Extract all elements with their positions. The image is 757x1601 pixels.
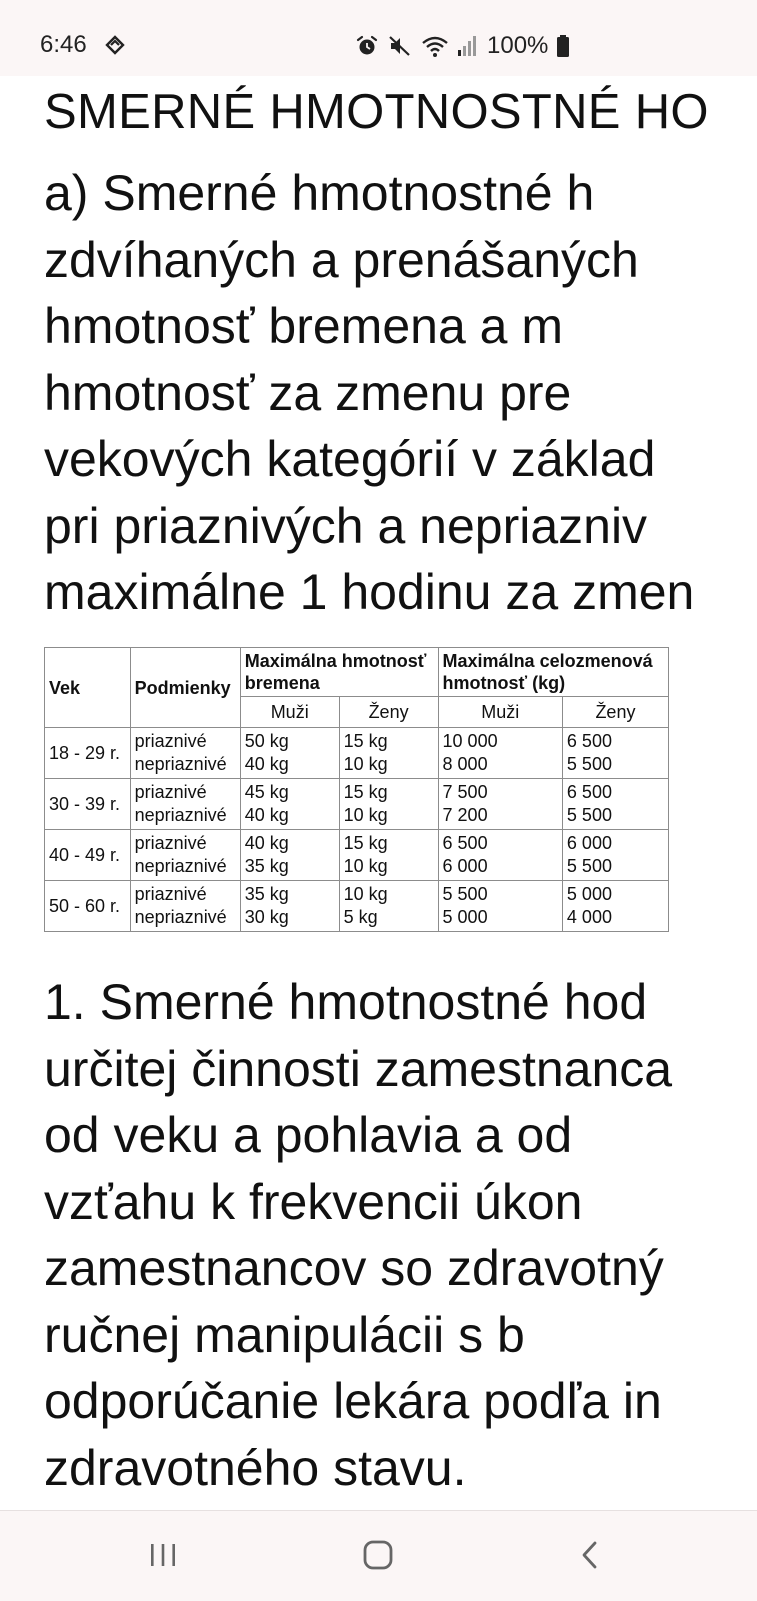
home-icon: [362, 1539, 394, 1576]
cell-conditions: priaznivé nepriaznivé: [130, 830, 240, 881]
paragraph-line: 1. Smerné hmotnostné hod: [44, 974, 648, 1030]
battery-icon: [556, 34, 570, 58]
cell-load-women: 10 kg 5 kg: [339, 881, 438, 932]
back-icon: [579, 1540, 601, 1575]
cell-load-women: 15 kg 10 kg: [339, 728, 438, 779]
messenger-badge-icon: [104, 34, 126, 56]
paragraph-line: zdravotného stavu.: [44, 1439, 467, 1496]
cell-shift-women: 6 500 5 500: [562, 728, 668, 779]
cell-age: 50 - 60 r.: [45, 881, 131, 932]
header-load-men: Muži: [240, 697, 339, 728]
cell-load-men: 40 kg 35 kg: [240, 830, 339, 881]
paragraph-line: vekových kategórií v základ: [44, 431, 656, 487]
table-row: [45, 728, 669, 779]
paragraph-line: odporúčanie lekára podľa in: [44, 1373, 662, 1429]
paragraph-1: [44, 969, 672, 1501]
weight-limits-table: [44, 647, 669, 932]
header-shift-women: Ženy: [562, 697, 668, 728]
status-bar: [0, 0, 757, 76]
paragraph-line: určitej činnosti zamestnanca: [44, 1040, 673, 1097]
header-age: Vek: [45, 648, 131, 728]
table-row: [45, 779, 669, 830]
table-row: [45, 881, 669, 932]
paragraph-line: ručnej manipulácii s b: [44, 1306, 525, 1363]
back-button[interactable]: [566, 1533, 614, 1581]
header-conditions: Podmienky: [130, 648, 240, 728]
header-shift-men: Muži: [438, 697, 562, 728]
header-load-women: Ženy: [339, 697, 438, 728]
cell-shift-women: 6 500 5 500: [562, 779, 668, 830]
cell-conditions: priaznivé nepriaznivé: [130, 881, 240, 932]
cell-shift-men: 6 500 6 000: [438, 830, 562, 881]
recents-icon: [148, 1542, 178, 1573]
header-max-shift: Maximálna celozmenová hmotnosť (kg): [438, 648, 668, 697]
signal-icon: [457, 34, 477, 58]
cell-shift-men: 5 500 5 000: [438, 881, 562, 932]
cell-shift-women: 5 000 4 000: [562, 881, 668, 932]
header-max-load: Maximálna hmotnosť bremena: [240, 648, 438, 697]
cell-load-women: 15 kg 10 kg: [339, 779, 438, 830]
recents-button[interactable]: [139, 1533, 187, 1581]
paragraph-line: od veku a pohlavia a od: [44, 1107, 573, 1163]
cell-age: 40 - 49 r.: [45, 830, 131, 881]
cell-age: 30 - 39 r.: [45, 779, 131, 830]
home-button[interactable]: [354, 1533, 402, 1581]
paragraph-line: zamestnancov so zdravotný: [44, 1240, 664, 1296]
cell-load-men: 50 kg 40 kg: [240, 728, 339, 779]
wifi-icon: [421, 34, 449, 58]
table-row: [45, 830, 669, 881]
paragraph-a: [44, 160, 694, 626]
alarm-icon: [355, 34, 379, 58]
cell-conditions: priaznivé nepriaznivé: [130, 779, 240, 830]
cell-shift-men: 10 000 8 000: [438, 728, 562, 779]
status-icons: [355, 32, 570, 60]
mute-icon: [387, 34, 413, 58]
paragraph-line: vzťahu k frekvencii úkon: [44, 1173, 583, 1230]
cell-load-men: 35 kg 30 kg: [240, 881, 339, 932]
paragraph-line: maximálne 1 hodinu za zmen: [44, 564, 695, 620]
paragraph-line: hmotnosť za zmenu pre: [44, 364, 572, 421]
cell-age: 18 - 29 r.: [45, 728, 131, 779]
table-header-row: [45, 648, 669, 697]
status-time: 6:46: [40, 31, 87, 58]
document-view[interactable]: [0, 76, 757, 1510]
paragraph-line: a) Smerné hmotnostné h: [44, 165, 595, 221]
paragraph-line: hmotnosť bremena a m: [44, 298, 563, 354]
cell-load-women: 15 kg 10 kg: [339, 830, 438, 881]
cell-shift-men: 7 500 7 200: [438, 779, 562, 830]
cell-load-men: 45 kg 40 kg: [240, 779, 339, 830]
cell-conditions: priaznivé nepriaznivé: [130, 728, 240, 779]
cell-shift-women: 6 000 5 500: [562, 830, 668, 881]
battery-percent: 100%: [487, 32, 549, 59]
page-title: SMERNÉ HMOTNOSTNÉ HO: [44, 85, 709, 139]
paragraph-line: zdvíhaných a prenášaných: [44, 231, 639, 288]
navigation-bar: [0, 1510, 757, 1601]
paragraph-line: pri priaznivých a nepriazniv: [44, 497, 648, 554]
